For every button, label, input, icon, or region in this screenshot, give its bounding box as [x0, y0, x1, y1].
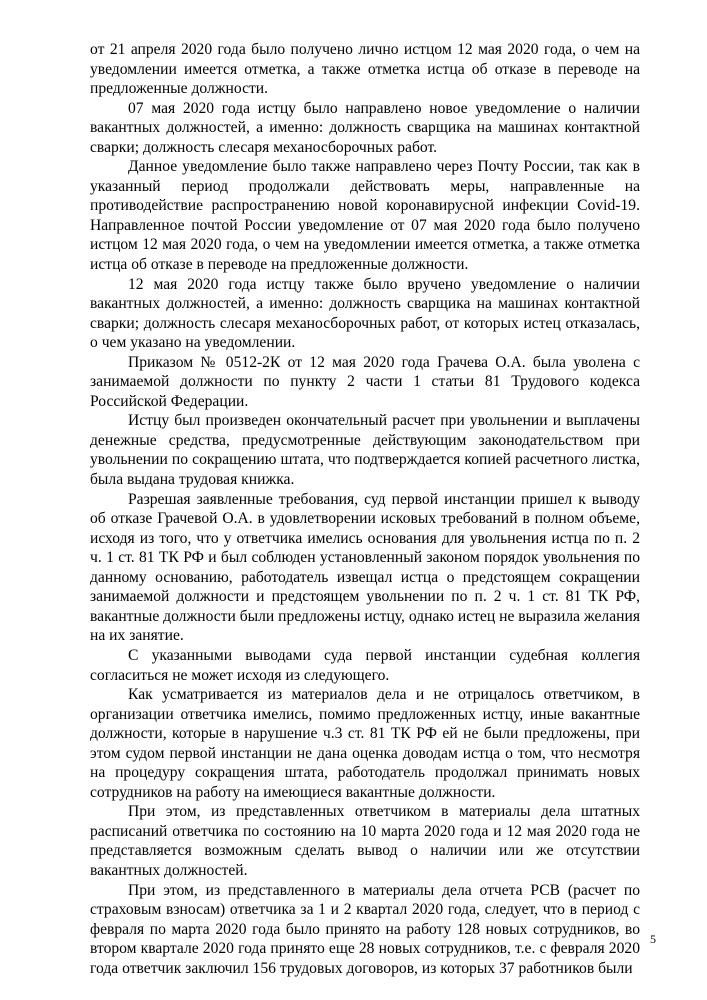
- paragraph-6: Истцу был произведен окончательный расчет при увольнении и выплачены денежные средства, предусмотренные действующим законодательством при увольнении по сокращению штата, что подтверждается копией расчетного листка, была выдана трудовая книжка.: [90, 412, 640, 489]
- paragraph-10: При этом, из представленных ответчиком в материалы дела штатных расписаний ответчика по состоянию на 10 марта 2020 года и 12 мая 2020 года не представляется возможным сделать вывод о наличии или же отсутствии вакантных должностей.: [90, 803, 640, 879]
- paragraph-2: 07 мая 2020 года истцу было направлено новое уведомление о наличии вакантных должностей, а именно: должность сварщика на машинах контактной сварки; должность слесаря механосборочных работ.: [90, 99, 640, 156]
- paragraph-9: Как усматривается из материалов дела и не отрицалось ответчиком, в организации ответчика имелись, помимо предложенных истцу, иные вакантные должности, которые в нарушение ч.3 ст. 81 ТК РФ ей не были предложены, при этом судом первой инстанции не дана оценка доводам истца о том, что несмотря на процедуру сокращения штата, работодатель продолжал принимать новых сотрудников на работу на имеющиеся вакантные должности.: [90, 686, 640, 801]
- paragraph-3: Данное уведомление было также направлено через Почту России, так как в указанный период продолжали действовать меры, направленные на противодействие распространению новой коронавирусной инфекции Covid-19. Направленное почтой России уведомление от 07 мая 2020 года было получено истцом 12 мая 2020 года, о чем на уведомлении имеется отметка, а также отметка истца об отказе в переводе на предложенные должности.: [90, 158, 640, 274]
- paragraph-1: от 21 апреля 2020 года было получено лично истцом 12 мая 2020 года, о чем на уведомлении имеется отметка, а также отметка истца об отказе в переводе на предложенные должности.: [90, 41, 640, 98]
- paragraph-8: С указанными выводами суда первой инстанции судебная коллегия согласиться не может исходя из следующего.: [90, 646, 640, 684]
- paragraph-5: Приказом № 0512-2К от 12 мая 2020 года Грачева О.А. была уволена с занимаемой должности по пункту 2 части 1 статьи 81 Трудового кодекса Российской Федерации.: [90, 353, 640, 410]
- paragraph-7: Разрешая заявленные требования, суд первой инстанции пришел к выводу об отказе Грачевой О.А. в удовлетворении исковых требований в полном объеме, исходя из того, что у ответчика имелись основания для увольнения истца по п. 2 ч. 1 ст. 81 ТК РФ и был соблюден установленный законом порядок увольнения по данному основанию, работодатель извещал истца о предстоящем сокращении занимаемой должности и предстоящем увольнении по п. 2 ч. 1 ст. 81 ТК РФ, вакантные должности были предложены истцу, однако истец не выразила желания на их занятие.: [90, 490, 640, 645]
- paragraph-4: 12 мая 2020 года истцу также было вручено уведомление о наличии вакантных должностей, а именно: должность сварщика на машинах контактной сварки; должность слесаря механосборочных работ, от которых истец отказалась, о чем указано на уведомлении.: [90, 275, 640, 352]
- page-number: 5: [650, 932, 656, 946]
- document-body: [90, 40, 640, 978]
- paragraph-11: При этом, из представленного в материалы дела отчета РСВ (расчет по страховым взносам) ответчика за 1 и 2 квартал 2020 года, следует, что в период с февраля по марта 2020 года было принято на работу 128 новых сотрудников, во втором квартале 2020 года принято еще 28 новых сотрудников, т.е. с февраля 2020 года ответчик заключил 156 трудовых договоров, из которых 37 работников были: [90, 881, 640, 977]
